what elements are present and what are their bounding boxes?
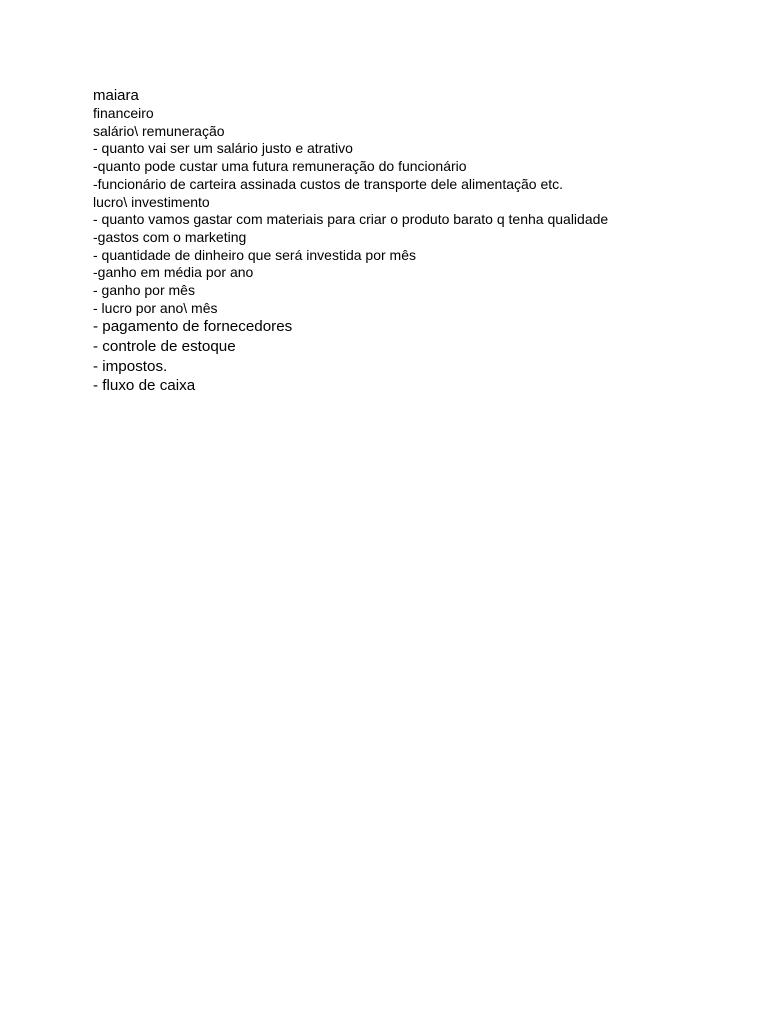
list-item: - impostos. xyxy=(93,357,168,375)
subsection-heading-salario: salário\ remuneração xyxy=(93,122,225,139)
list-item: - quanto vamos gastar com materiais para criar o produto barato q tenha qualidade xyxy=(93,211,609,228)
list-item: -quanto pode custar uma futura remuneração do funcionário xyxy=(93,158,467,175)
author-name: maiara xyxy=(93,87,139,104)
list-item: - lucro por ano\ mês xyxy=(93,299,218,316)
list-item: -ganho em média por ano xyxy=(93,264,254,281)
list-item: -funcionário de carteira assinada custos de transporte dele alimentação etc. xyxy=(93,175,564,192)
list-item: - pagamento de fornecedores xyxy=(93,318,293,336)
list-item: -gastos com o marketing xyxy=(93,228,247,245)
list-item: - quanto vai ser um salário justo e atrativo xyxy=(93,140,353,157)
list-item: - ganho por mês xyxy=(93,282,195,299)
list-item: - quantidade de dinheiro que será investida por mês xyxy=(93,246,416,263)
subsection-heading-lucro: lucro\ investimento xyxy=(93,193,210,210)
section-heading-financeiro: financeiro xyxy=(93,105,154,121)
list-item: - fluxo de caixa xyxy=(93,377,196,395)
list-item: - controle de estoque xyxy=(93,338,236,356)
document-text xyxy=(93,87,733,396)
